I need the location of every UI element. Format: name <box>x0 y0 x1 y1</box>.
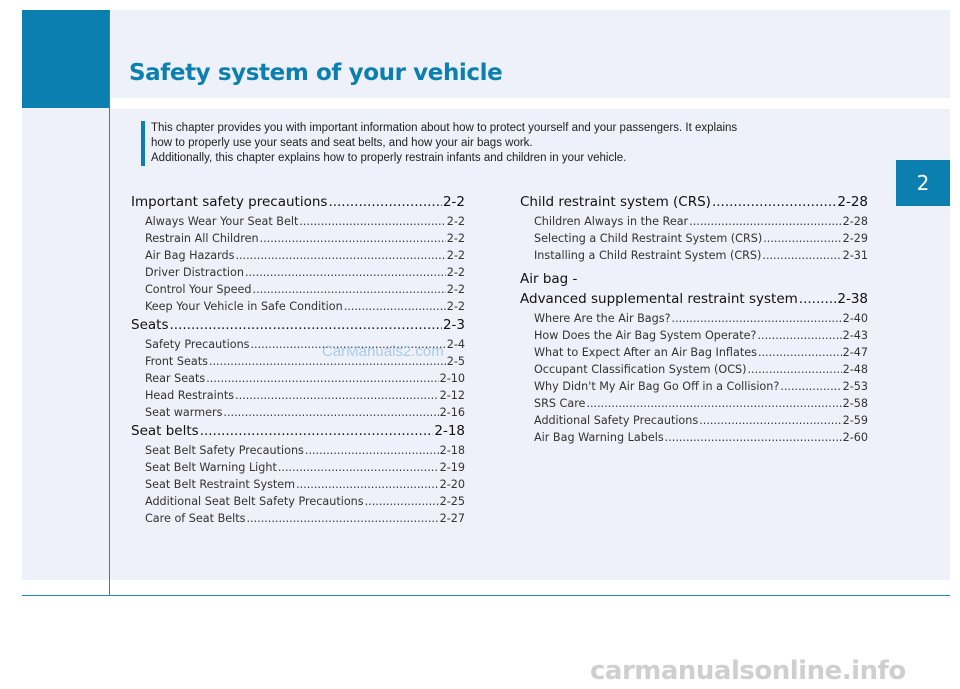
intro-line: This chapter provides you with important information about how to protect yourself and your passengers. It explains <box>151 122 738 134</box>
intro-line: how to properly use your seats and seat belts, and how your air bags work. <box>151 137 533 149</box>
toc-entry[interactable]: Driver Distraction ..... 2-2 <box>131 264 465 281</box>
toc-section-child-restraint[interactable] <box>520 192 868 213</box>
toc-entry[interactable]: How Does the Air Bag System Operate? ..... 2-43 <box>520 327 868 344</box>
toc-entry[interactable]: Front Seats ..... 2-5 <box>131 353 465 370</box>
toc-entry[interactable]: Why Didn't My Air Bag Go Off in a Collision? ..... 2-53 <box>520 378 868 395</box>
toc-right-column <box>520 192 868 446</box>
toc-section-important-safety[interactable] <box>131 192 465 213</box>
toc-entry[interactable]: Keep Your Vehicle in Safe Condition ..... 2-2 <box>131 298 465 315</box>
toc-section-seats[interactable] <box>131 315 465 336</box>
toc-entry[interactable]: Seat warmers ..... 2-16 <box>131 404 465 421</box>
toc-entry[interactable]: Air Bag Hazards ..... 2-2 <box>131 247 465 264</box>
section-title: Seat belts <box>131 423 199 439</box>
bottom-divider <box>22 595 950 596</box>
toc-entry[interactable]: Air Bag Warning Labels ..... 2-60 <box>520 429 868 446</box>
section-title: Advanced supplemental restraint system <box>520 291 798 307</box>
toc-entry[interactable]: Occupant Classification System (OCS) ..... 2-48 <box>520 361 868 378</box>
toc-entry[interactable]: Seat Belt Restraint System ..... 2-20 <box>131 476 465 493</box>
section-page: 2-3 <box>442 317 465 333</box>
toc-entry[interactable]: Children Always in the Rear ..... 2-28 <box>520 213 868 230</box>
toc-entry[interactable]: Restrain All Children ..... 2-2 <box>131 230 465 247</box>
toc-entry[interactable]: Safety Precautions ..... 2-4 <box>131 336 465 353</box>
page-title: Safety system of your vehicle <box>129 60 503 86</box>
section-page: 2-38 <box>837 291 868 307</box>
section-page: 2-2 <box>442 194 465 210</box>
toc-entry[interactable]: Always Wear Your Seat Belt ..... 2-2 <box>131 213 465 230</box>
toc-section-air-bag[interactable] <box>520 289 868 310</box>
toc-section-seat-belts[interactable] <box>131 421 465 442</box>
section-page: 2-18 <box>434 423 465 439</box>
chapter-tab[interactable]: 2 <box>896 160 950 206</box>
toc-entry[interactable]: Control Your Speed ..... 2-2 <box>131 281 465 298</box>
section-title: Seats <box>131 317 169 333</box>
header-color-block <box>22 10 110 108</box>
section-title: Important safety precautions <box>131 194 328 210</box>
toc-entry[interactable]: Care of Seat Belts ..... 2-27 <box>131 510 465 527</box>
section-title: Child restraint system (CRS) <box>520 194 711 210</box>
toc-entry[interactable]: What to Expect After an Air Bag Inflates ..... 2-47 <box>520 344 868 361</box>
toc-entry[interactable]: Additional Seat Belt Safety Precautions ..... 2-25 <box>131 493 465 510</box>
vertical-divider <box>109 10 110 595</box>
section-page: 2-28 <box>837 194 868 210</box>
toc-section-air-bag-line1[interactable]: Air bag - <box>520 271 578 287</box>
chapter-intro <box>141 121 876 166</box>
toc-entry[interactable]: Additional Safety Precautions ..... 2-59 <box>520 412 868 429</box>
watermark-footer: carmanualsonline.info <box>590 656 906 686</box>
toc-entry[interactable]: Head Restraints ..... 2-12 <box>131 387 465 404</box>
toc-entry[interactable]: Rear Seats ..... 2-10 <box>131 370 465 387</box>
toc-entry[interactable]: SRS Care ..... 2-58 <box>520 395 868 412</box>
toc-entry[interactable]: Seat Belt Warning Light ..... 2-19 <box>131 459 465 476</box>
toc-entry[interactable]: Installing a Child Restraint System (CRS) ..... 2-31 <box>520 247 868 264</box>
toc-entry[interactable]: Where Are the Air Bags? ..... 2-40 <box>520 310 868 327</box>
watermark-center: CarManuals2.com <box>322 343 444 360</box>
toc-entry[interactable]: Selecting a Child Restraint System (CRS) ..... 2-29 <box>520 230 868 247</box>
title-underband <box>110 98 950 109</box>
intro-line: Additionally, this chapter explains how to properly restrain infants and children in your vehicle. <box>151 152 627 164</box>
toc-entry[interactable]: Seat Belt Safety Precautions ..... 2-18 <box>131 442 465 459</box>
